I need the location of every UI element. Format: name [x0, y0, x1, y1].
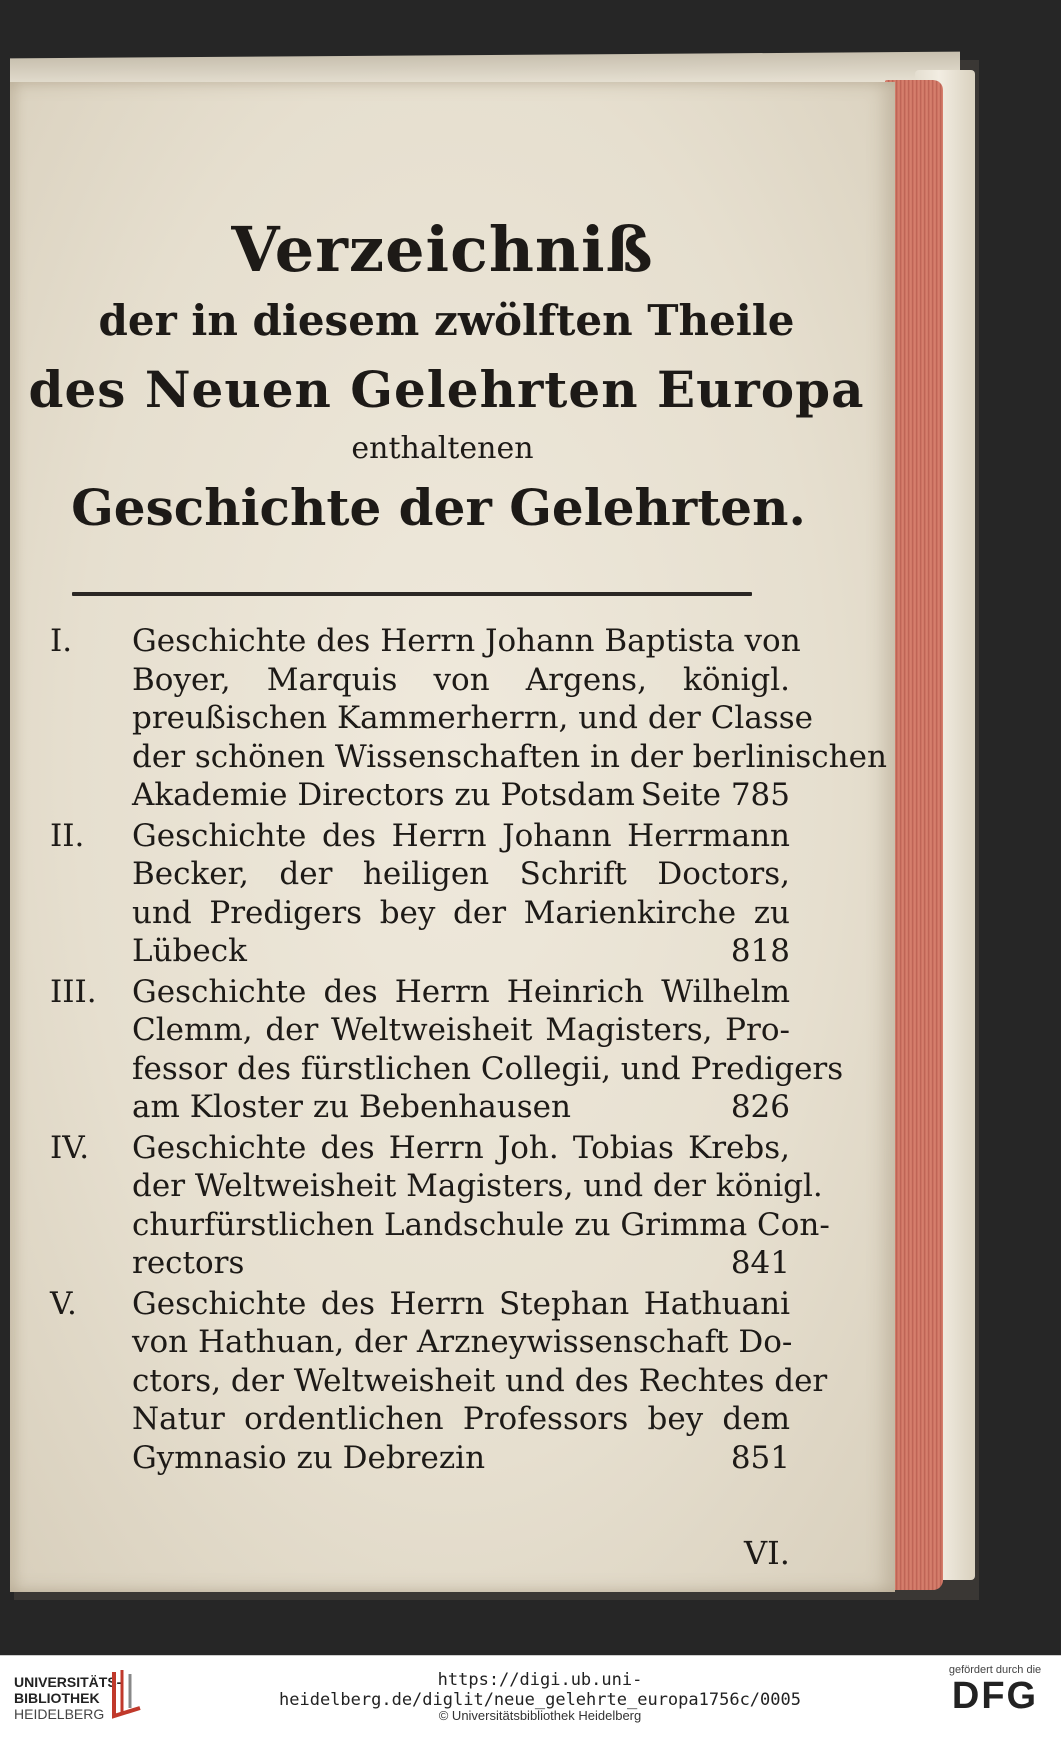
title-line-2: der in diesem zwölften Theile: [98, 296, 795, 345]
dfg-logo[interactable]: [940, 1664, 1050, 1716]
entry-line: ctors, der Weltweisheit und des Rechtes der: [132, 1362, 828, 1399]
entry-text: rectors: [132, 1245, 245, 1281]
contents-entry: [50, 817, 790, 971]
contents-entry: [50, 973, 844, 1127]
entry-line: [50, 817, 790, 856]
entry-line: [50, 622, 801, 661]
entry-last-line: [50, 1088, 790, 1127]
title-block: [10, 212, 895, 544]
entry-line: von Hathuan, der Arzneywissenschaft Do-: [132, 1324, 793, 1360]
entry-last-line: [50, 1244, 790, 1283]
entry-text: Geschichte des Herrn Heinrich Wilhelm: [132, 973, 790, 1010]
contents-list: [50, 622, 887, 1479]
book-page: [10, 82, 895, 1592]
entry-line: [50, 973, 790, 1012]
entry-line: churfürstlichen Landschule zu Grimma Con-: [132, 1206, 830, 1243]
title-heading: Verzeichniß: [231, 213, 654, 286]
entry-number: I.: [50, 623, 73, 659]
entry-number: V.: [50, 1285, 77, 1322]
entry-last-line: [50, 932, 790, 971]
page-reference: Seite 785: [640, 777, 790, 813]
page-reference: 841: [730, 1245, 790, 1281]
page-reference: 851: [730, 1439, 790, 1476]
entry-number: II.: [50, 817, 85, 854]
permalink-url[interactable]: https://digi.ub.uni-heidelberg.de/diglit/neue_gelehrte_europa1756c/0005: [279, 1670, 801, 1710]
entry-text: Akademie Directors zu Potsdam: [132, 777, 635, 813]
contents-entry: [50, 622, 887, 815]
page-reference: 818: [730, 933, 790, 969]
page-reference: 826: [730, 1089, 790, 1125]
entry-last-line: [50, 776, 790, 815]
entry-text: Geschichte des Herrn Joh. Tobias Krebs,: [132, 1129, 790, 1166]
entry-number: III.: [50, 973, 97, 1010]
entry-line: der Weltweisheit Magisters, und der königl.: [132, 1168, 823, 1204]
contents-entry: [50, 1285, 828, 1478]
logo-text-line: UNIVERSITÄTS-: [14, 1674, 122, 1690]
contents-entry: [50, 1129, 830, 1283]
entry-line: [50, 1129, 790, 1168]
logo-text-line: HEIDELBERG: [14, 1706, 105, 1722]
dfg-note: gefördert durch die: [948, 1664, 1042, 1676]
entry-line: der schönen Wissenschaften in der berlinischen: [132, 738, 887, 775]
entry-line: fessor des fürstlichen Collegii, und Predigers: [132, 1050, 844, 1087]
entry-text: am Kloster zu Bebenhausen: [132, 1089, 571, 1125]
entry-number: IV.: [50, 1129, 90, 1166]
title-line-3: des Neuen Gelehrten Europa: [28, 360, 865, 419]
entry-text: Geschichte des Herrn Stephan Hathuani: [132, 1285, 790, 1322]
catchword: VI.: [744, 1534, 790, 1572]
title-line-5: Geschichte der Gelehrten.: [71, 478, 806, 537]
entry-line: Boyer, Marquis von Argens, königl.: [132, 661, 790, 698]
logo-text-line: BIBLIOTHEK: [14, 1690, 100, 1706]
title-line-4: enthaltenen: [351, 431, 534, 466]
entry-text: Gymnasio zu Debrezin: [132, 1439, 486, 1476]
ub-logo-mark-icon: [108, 1668, 148, 1720]
entry-line: [50, 1285, 790, 1324]
title-rule: [72, 592, 752, 596]
viewer-footer: [0, 1655, 1061, 1737]
entry-line: Natur ordentlichen Professors bey dem: [132, 1401, 790, 1437]
entry-line: Becker, der heiligen Schrift Doctors,: [132, 856, 790, 892]
entry-text: Lübeck: [132, 933, 247, 969]
entry-line: Clemm, der Weltweisheit Magisters, Pro-: [132, 1012, 790, 1048]
entry-line: und Predigers bey der Marienkirche zu: [132, 894, 790, 931]
entry-last-line: [50, 1439, 790, 1478]
copyright-notice: © Universitätsbibliothek Heidelberg: [438, 1708, 642, 1723]
dfg-wordmark: DFG: [951, 1675, 1039, 1717]
entry-text: Geschichte des Herrn Johann Herrmann: [132, 817, 790, 854]
entry-line: preußischen Kammerherrn, und der Classe: [132, 700, 813, 736]
entry-text: Geschichte des Herrn Johann Baptista von: [132, 623, 801, 659]
